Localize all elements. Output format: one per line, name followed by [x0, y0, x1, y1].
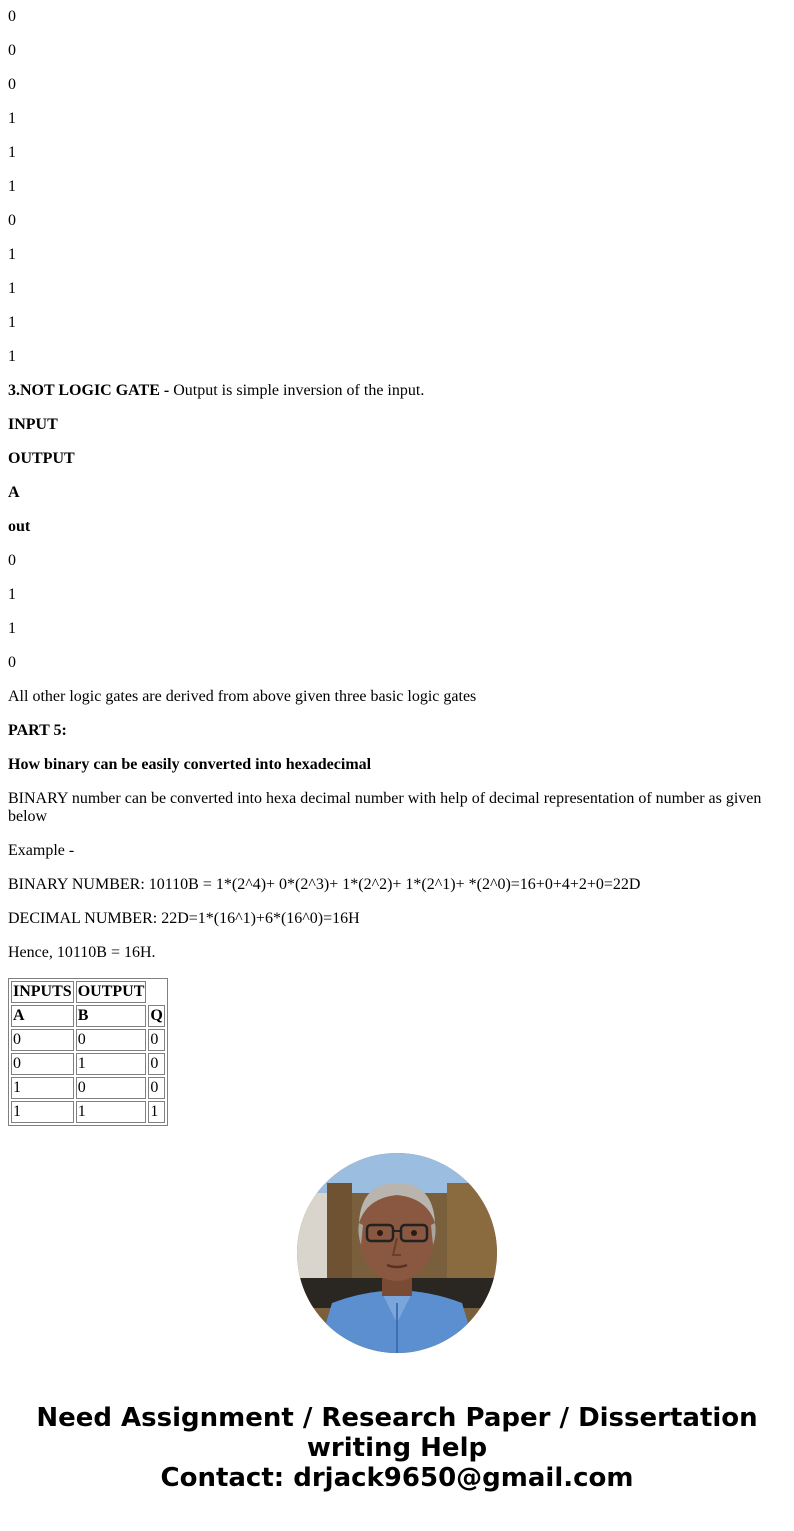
- table-header-cell: B: [76, 1005, 147, 1027]
- table-cell: 1: [76, 1053, 147, 1075]
- table-row: [11, 1029, 165, 1051]
- value-line: 1: [8, 110, 16, 127]
- table-row: [11, 1053, 165, 1075]
- binary-line: BINARY NUMBER: 10110B = 1*(2^4)+ 0*(2^3)+ 1*(2^2)+ 1*(2^1)+ *(2^0)=16+0+4+2+0=22D: [8, 876, 641, 893]
- not-gate-description: Output is simple inversion of the input.: [169, 382, 425, 399]
- author-avatar: [297, 1153, 497, 1353]
- value-line: 1: [8, 348, 16, 365]
- table-header-cell: OUTPUT: [76, 981, 147, 1003]
- table-cell: 1: [11, 1101, 74, 1123]
- table-header-cell: Q: [148, 1005, 164, 1027]
- table-cell: 0: [148, 1053, 164, 1075]
- value-line: 0: [8, 42, 16, 59]
- table-cell: 0: [11, 1029, 74, 1051]
- hence-line: Hence, 10110B = 16H.: [8, 944, 156, 961]
- not-value: 1: [8, 620, 16, 637]
- not-gate-heading: 3.NOT LOGIC GATE -: [8, 382, 170, 399]
- part5-subheading: How binary can be easily converted into hexadecimal: [8, 756, 372, 773]
- decimal-line: DECIMAL NUMBER: 22D=1*(16^1)+6*(16^0)=16H: [8, 910, 360, 927]
- promo-banner: [0, 1403, 794, 1493]
- table-header-row: [11, 1005, 165, 1027]
- promo-contact: Contact: drjack9650@gmail.com: [160, 1463, 634, 1493]
- example-label: Example -: [8, 842, 75, 859]
- table-cell: 0: [11, 1053, 74, 1075]
- table-cell: 0: [148, 1029, 164, 1051]
- table-header-cell: A: [11, 1005, 74, 1027]
- value-line: 1: [8, 246, 16, 263]
- document-body: [0, 8, 794, 1126]
- not-value: 0: [8, 552, 16, 569]
- table-row: [11, 1077, 165, 1099]
- table-row: [11, 1101, 165, 1123]
- column-out-label: out: [8, 518, 31, 535]
- not-gate-paragraph: [8, 382, 786, 400]
- input-label: INPUT: [8, 416, 58, 433]
- value-line: 1: [8, 314, 16, 331]
- table-header-cell: INPUTS: [11, 981, 74, 1003]
- output-label: OUTPUT: [8, 450, 75, 467]
- table-cell: 0: [76, 1077, 147, 1099]
- table-cell: 1: [148, 1101, 164, 1123]
- value-line: 1: [8, 178, 16, 195]
- value-line: 0: [8, 76, 16, 93]
- part5-heading: PART 5:: [8, 722, 67, 739]
- author-portrait-image: [297, 1153, 497, 1353]
- promo-headline: Need Assignment / Research Paper / Dissertation writing Help: [36, 1403, 758, 1463]
- table-cell: 0: [148, 1077, 164, 1099]
- value-line: 0: [8, 212, 16, 229]
- column-a-label: A: [8, 484, 20, 501]
- not-value: 1: [8, 586, 16, 603]
- not-value: 0: [8, 654, 16, 671]
- and-truth-table: [8, 978, 168, 1126]
- table-cell: 1: [11, 1077, 74, 1099]
- table-cell: 1: [76, 1101, 147, 1123]
- part5-intro: BINARY number can be converted into hexa decimal number with help of decimal representation of number as given below: [8, 790, 762, 825]
- table-cell: 0: [76, 1029, 147, 1051]
- value-line: 1: [8, 280, 16, 297]
- value-line: 0: [8, 8, 16, 25]
- value-line: 1: [8, 144, 16, 161]
- table-header-row: [11, 981, 165, 1003]
- derived-note: All other logic gates are derived from above given three basic logic gates: [8, 688, 477, 705]
